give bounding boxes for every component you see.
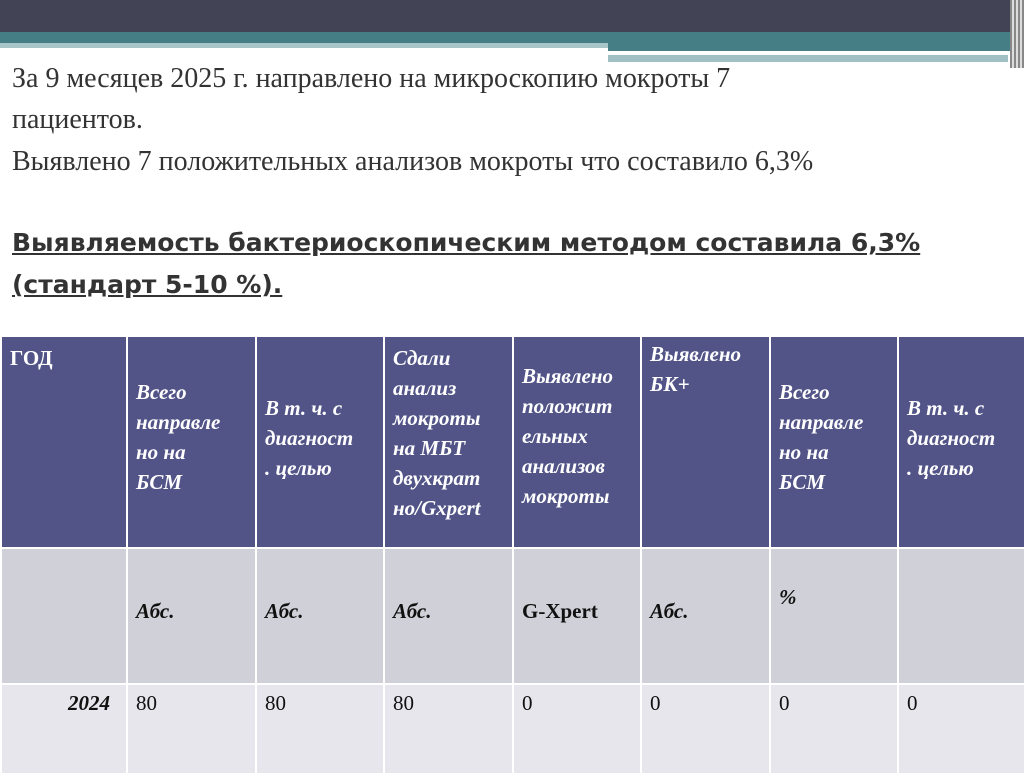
unit-cell: Абс. (384, 548, 513, 684)
year-cell: 2024 (1, 684, 127, 774)
unit-cell: Абс. (641, 548, 770, 684)
bold-summary: Выявляемость бактериоскопическим методом составила 6,3% (12, 228, 921, 257)
table-row (1, 684, 1024, 774)
data-table (0, 335, 1024, 775)
decor-band (0, 32, 1010, 43)
unit-cell: Абс. (127, 548, 256, 684)
unit-cell (1, 548, 127, 684)
unit-cell (898, 548, 1024, 684)
unit-cell: Абс. (256, 548, 384, 684)
header-cell: Выявлено положит ельных анализов мокроты (513, 336, 641, 548)
bold-summary: (стандарт 5-10 %). (12, 270, 283, 299)
header-cell: Сдали анализ мокроты на МБТ двухкрат но/Gxpert (384, 336, 513, 548)
value-cell: 80 (127, 684, 256, 774)
header-cell: ГОД (1, 336, 127, 548)
header-row (1, 336, 1024, 548)
decor-stripes (1010, 0, 1024, 68)
header-cell: В т. ч. с диагност . целью (256, 336, 384, 548)
title-bar-decoration (0, 0, 1024, 32)
decor-band (0, 43, 620, 48)
decor-band (608, 43, 1010, 51)
value-cell: 0 (770, 684, 898, 774)
header-cell: Всего направле но на БСМ (770, 336, 898, 548)
value-cell: 0 (513, 684, 641, 774)
header-cell: В т. ч. с диагност . целью (898, 336, 1024, 548)
text-line: пациентов. (12, 104, 143, 135)
header-cell: Всего направле но на БСМ (127, 336, 256, 548)
units-row (1, 548, 1024, 684)
decor-band (608, 55, 1008, 62)
unit-cell: % (770, 548, 898, 684)
value-cell: 80 (384, 684, 513, 774)
header-cell: Выявлено БК+ (641, 336, 770, 548)
value-cell: 80 (256, 684, 384, 774)
unit-cell: G-Xpert (513, 548, 641, 684)
text-line: Выявлено 7 положительных анализов мокроты что составило 6,3% (12, 146, 814, 177)
text-line: За 9 месяцев 2025 г. направлено на микроскопию мокроты 7 (12, 63, 731, 94)
value-cell: 0 (641, 684, 770, 774)
value-cell: 0 (898, 684, 1024, 774)
